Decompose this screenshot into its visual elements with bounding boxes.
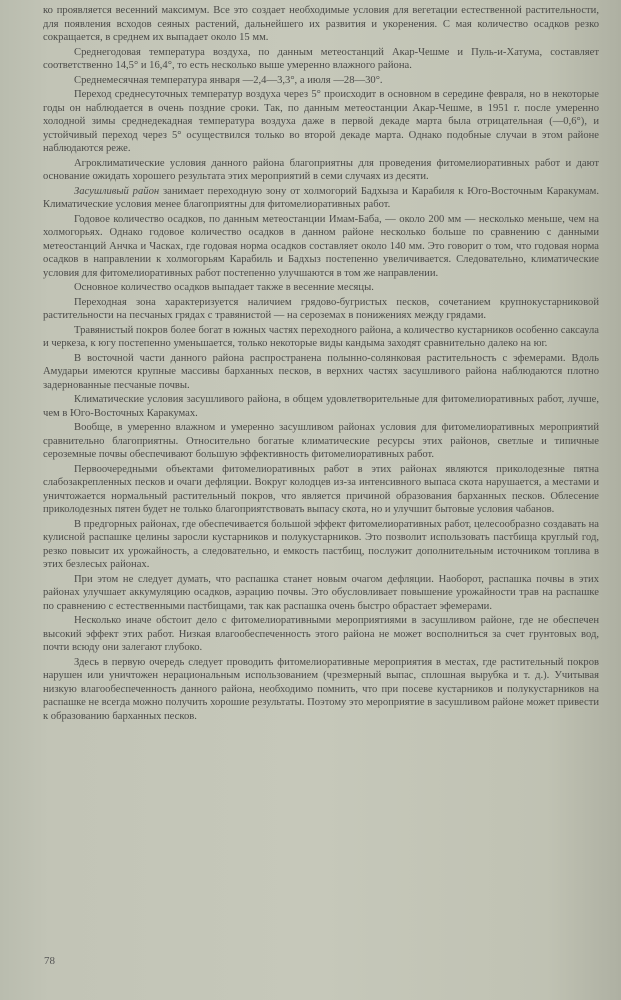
paragraph: Среднемесячная температура января —2,4—3,3°, а июля —28—30°. [74,74,383,86]
paragraph: ко проявляется весенний максимум. Все это создает необходимые условия для вегетации естественной растительности, для появления всходов сеяных растений, дальнейшего их развития и укоренения. С мая количество осадков резко сокращается, в среднем их выпадает около 15 мм. [43,5,599,43]
paragraph: Переход среднесуточных температур воздуха через 5° происходит в основном в середине февраля, но в некоторые годы он наблюдается в очень поздние сроки. Так, по данным метеостанции Акар-Чешме, в 1951 г. после умеренно холодной зимы среднедекадная температура воздуха даже в первой декаде марта была отрицательная (—0,6°), и устойчивый переход через 5° осуществился только во второй декаде марта. Однако подобные случаи в этом районе наблюдаются реже. [43,89,599,154]
page-number: 78 [44,955,55,967]
paragraph: В восточной части данного района распространена полынно-солянковая растительность с эфемерами. Вдоль Амударьи имеются крупные массивы барханных песков, в верхних частях засушливого района наблюдаются плотно задернованные песчаные почвы. [43,352,599,391]
paragraph: При этом не следует думать, что распашка станет новым очагом дефляции. Наоборот, распашка почвы в этих районах улучшает аккумуляцию осадков, аэрацию почвы. Это обусловливает повышение урожайности трав на распашке по сравнению с естественными пастбищами, так как распашка очень быстро обрастает эфемерами. [43,573,599,612]
section-lead-term: Засушливый район [74,185,160,197]
paragraph: Агроклиматические условия данного района благоприятны для проведения фитомелиоративных работ и дают основание ожидать хорошего результата этих мероприятий в семи случаях из десяти. [43,157,599,182]
paragraph-text: занимает переходную зону от холмогорий Бадхыза и Карабиля к Юго-Восточным Каракумам. Климатические условия менее благоприятны для фитомелиоративных работ. [43,185,599,210]
paragraph: Переходная зона характеризуется наличием грядово-бугристых песков, сочетанием крупнокустарниковой растительности на песчаных грядах с травянистой — на сероземах в понижениях между грядами. [43,296,599,321]
paragraph [43,185,599,212]
paragraph: Среднегодовая температура воздуха, по данным метеостанций Акар-Чешме и Пуль-и-Хатума, составляет соответственно 14,5° и 16,4°, то есть несколько выше умеренно влажного района. [43,46,599,71]
paragraph: Годовое количество осадков, по данным метеостанции Имам-Баба, — около 200 мм — несколько меньше, чем на холмогорьях. Однако годовое количество осадков в данном районе несколько больше по сравнению с данными метеостанций Анчка и Часках, где годовая норма осадков составляет около 140 мм. Это говорит о том, что годовая норма осадков в направлении к холмогорьям Карабиль и Бадхыз постепенно увеличивается. Следовательно, климатические условия для фитомелиоративных работ постепенно улучшаются в том же направлении. [43,213,599,279]
paragraph: Несколько иначе обстоит дело с фитомелиоративными мероприятиями в засушливом районе, где не обеспечен высокий эффект этих работ. Низкая влагообеспеченность этого района не может восполниться за счет грунтовых вод, почти всюду они залегают глубоко. [43,615,599,653]
paragraph: Основное количество осадков выпадает также в весенние месяцы. [74,282,374,293]
paragraph: Первоочередными объектами фитомелиоративных работ в этих районах являются приколодезные пятна слабозакрепленных песков и очаги дефляции. Вокруг колодцев из-за интенсивного выпаса скота нарушается, а местами и уничтожается нормальный растительный покров, что является причиной образования барханных песков. Облесение приколодезных пятен будет не только благоприятствовать выпасу скота, но и улучшит бытовые условия чабанов. [43,463,599,515]
paragraph: В предгорных районах, где обеспечивается большой эффект фитомелиоративных работ, целесообразно создавать на кулисной распашке целины заросли кустарников и полукустарников. Это позволит использовать пастбища круглый год, резко повысит их урожайность, а следовательно, и емкость пастбищ, послужит дополнительным источником топлива в этих безлесых районах. [43,518,599,570]
paragraph: Здесь в первую очередь следует проводить фитомелиоративные мероприятия в местах, где растительный покров нарушен или уничтожен нерациональным использованием (чрезмерный выпас, сплошная вырубка и т. д.). Учитывая низкую влагообеспеченность данного района, необходимо помнить, что при посеве кустарников и полукустарников на распашке не всегда можно получить хорошие результаты. Поэтому это мероприятие в засушливом районе может привести к образованию барханных песков. [43,656,599,722]
paragraph: Вообще, в умеренно влажном и умеренно засушливом районах условия для фитомелиоративных мероприятий сравнительно благоприятны. Относительно богатые климатические ресурсы этих районов, светлые и типичные сероземные почвы обеспечивают большую эффективность фитомелиоративных работ. [43,422,599,460]
paragraph: Травянистый покров более богат в южных частях переходного района, а количество кустарников особенно саксаула и черкеза, к югу постепенно уменьшается, только некоторые виды кандыма заходят сравнительно далеко на юг. [43,324,599,349]
paragraph: Климатические условия засушливого района, в общем удовлетворительные для фитомелиоративных работ, лучше, чем в Юго-Восточных Каракумах. [43,394,599,419]
page-body [43,4,599,723]
